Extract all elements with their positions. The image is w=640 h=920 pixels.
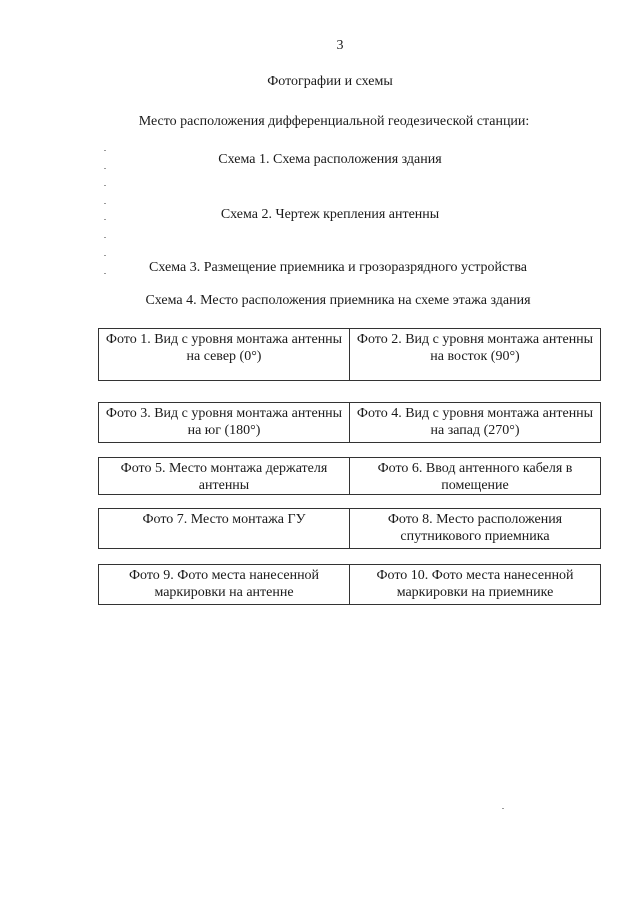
scan-speck <box>502 808 504 809</box>
photo-cell-2: Фото 2. Вид с уровня монтажа антенны на восток (90°) <box>350 329 601 381</box>
photo-row-2 <box>98 402 601 443</box>
page-number: 3 <box>336 38 344 53</box>
photo-cell-9: Фото 9. Фото места нанесенной маркировки на антенне <box>99 565 350 605</box>
scan-speck <box>104 255 106 256</box>
scan-speck <box>104 168 106 169</box>
section-subtitle: Место расположения дифференциальной геодезической станции: <box>138 114 530 129</box>
scheme-4: Схема 4. Место расположения приемника на схеме этажа здания <box>145 293 531 308</box>
photo-cell-7: Фото 7. Место монтажа ГУ <box>99 509 350 549</box>
scan-speck <box>104 185 106 186</box>
scan-speck <box>104 150 106 151</box>
scan-speck <box>104 219 106 220</box>
photo-cell-5: Фото 5. Место монтажа держателя антенны <box>99 458 350 495</box>
photo-cell-6: Фото 6. Ввод антенного кабеля в помещение <box>350 458 601 495</box>
photo-row-1 <box>98 328 601 381</box>
photo-cell-3: Фото 3. Вид с уровня монтажа антенны на юг (180°) <box>99 403 350 443</box>
scheme-2: Схема 2. Чертеж крепления антенны <box>220 207 440 222</box>
scan-speck <box>104 237 106 238</box>
scan-speck <box>104 203 106 204</box>
photo-cell-8: Фото 8. Место расположения спутникового приемника <box>350 509 601 549</box>
photo-row-3 <box>98 457 601 495</box>
photo-cell-4: Фото 4. Вид с уровня монтажа антенны на запад (270°) <box>350 403 601 443</box>
scheme-1: Схема 1. Схема расположения здания <box>218 152 442 167</box>
scheme-3: Схема 3. Размещение приемника и грозоразрядного устройства <box>149 260 527 275</box>
photo-row-5 <box>98 564 601 605</box>
photo-cell-10: Фото 10. Фото места нанесенной маркировки на приемнике <box>350 565 601 605</box>
scan-speck <box>104 273 106 274</box>
photo-row-4 <box>98 508 601 549</box>
page-title: Фотографии и схемы <box>267 74 393 89</box>
photo-cell-1: Фото 1. Вид с уровня монтажа антенны на север (0°) <box>99 329 350 381</box>
